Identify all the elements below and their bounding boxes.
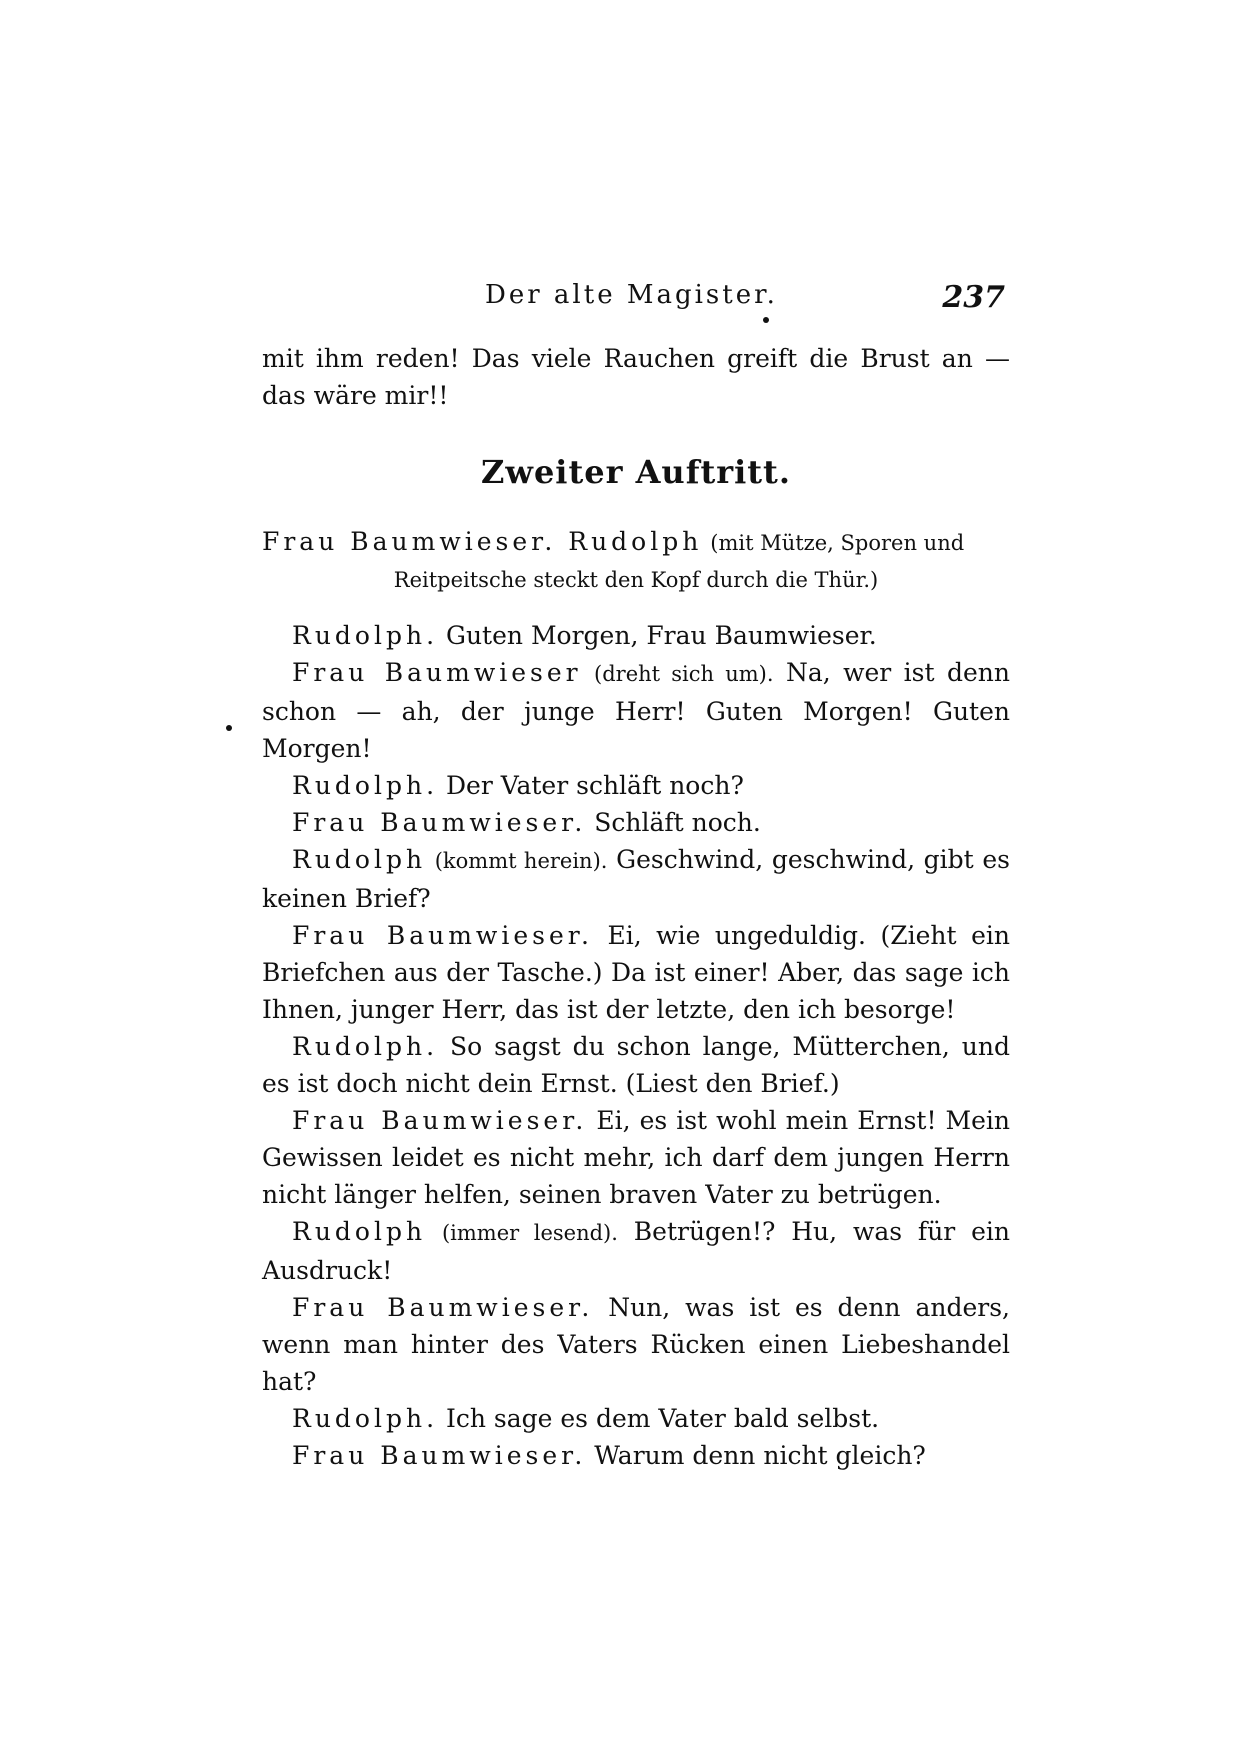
- speaker-name: Frau Baumwieser.: [292, 921, 593, 950]
- dialogue-line: [262, 654, 1010, 767]
- stage-direction: (immer lesend).: [441, 1221, 618, 1245]
- spoken-text: Ich sage es dem Vater bald selbst.: [445, 1404, 880, 1433]
- spoken-text: Warum denn nicht gleich?: [594, 1441, 926, 1470]
- spoken-text: So sagst du schon lange, Mütterchen, und es ist doch nicht dein Ernst. (Liest den Brief.): [262, 1032, 1010, 1098]
- speaker-name: Rudolph.: [292, 1404, 439, 1433]
- stage-direction: (kommt herein).: [434, 849, 608, 873]
- spoken-text: Ei, es ist wohl mein Ernst! Mein Gewissen leidet es nicht mehr, ich darf dem jungen Herrn nicht länger helfen, seinen braven Vater zu betrügen.: [262, 1106, 1010, 1209]
- stage-heading: [262, 523, 1010, 599]
- speaker-name: Frau Baumwieser.: [292, 1441, 587, 1470]
- dialogue-line: [262, 804, 1010, 841]
- spoken-text: Na, wer ist denn schon — ah, der junge Herr! Guten Morgen! Guten Morgen!: [262, 658, 1010, 763]
- speaker-name: Rudolph.: [292, 1032, 439, 1061]
- page-number: 237: [942, 280, 1005, 315]
- ink-dot: [763, 317, 769, 323]
- stage-direction: (mit Mütze, Sporen und: [710, 531, 965, 555]
- spoken-text: Guten Morgen, Frau Baumwieser.: [445, 621, 877, 650]
- dialogue-line: [262, 617, 1010, 654]
- spoken-text: Geschwind, geschwind, gibt es keinen Brief?: [262, 845, 1010, 913]
- dialogue-line: [262, 1437, 1010, 1474]
- spoken-text: Schläft noch.: [594, 808, 761, 837]
- dialogue: [262, 617, 1010, 1474]
- stage-direction-cont: Reitpeitsche steckt den Kopf durch die Thür.): [393, 568, 879, 592]
- spoken-text: Der Vater schläft noch?: [445, 771, 744, 800]
- dialogue-line: [262, 917, 1010, 1028]
- speaker-name: Frau Baumwieser.: [292, 808, 587, 837]
- speaker-name: Rudolph: [292, 1217, 427, 1246]
- continuation-text: mit ihm reden! Das viele Rauchen greift die Brust an — das wäre mir!!: [262, 344, 1010, 410]
- spoken-text: Ei, wie ungeduldig. (Zieht ein Briefchen aus der Tasche.) Da ist einer! Aber, das sage ich Ihnen, junger Herr, das ist der letzte, den ich besorge!: [262, 921, 1010, 1024]
- dialogue-line: [262, 1028, 1010, 1102]
- speaker-name: Rudolph.: [292, 771, 439, 800]
- ink-dot: [226, 725, 232, 731]
- dialogue-line: [262, 1213, 1010, 1289]
- stage-direction: (dreht sich um).: [594, 662, 774, 686]
- dialogue-line: [262, 767, 1010, 804]
- spoken-text: Nun, was ist es denn anders, wenn man hinter des Vaters Rücken einen Liebeshandel hat?: [262, 1293, 1010, 1396]
- speaker-name: Frau Baumwieser.: [292, 1293, 594, 1322]
- dialogue-line: [262, 1102, 1010, 1213]
- dialogue-line: [262, 1289, 1010, 1400]
- dialogue-line: [262, 1400, 1010, 1437]
- page-header: [265, 280, 1005, 320]
- speaker-name: Rudolph.: [292, 621, 439, 650]
- speaker-name: Frau Baumwieser: [292, 658, 582, 687]
- spoken-text: Betrügen!? Hu, was für ein Ausdruck!: [262, 1217, 1010, 1285]
- speaker-name: Rudolph: [292, 845, 427, 874]
- speaker-name: Frau Baumwieser.: [292, 1106, 588, 1135]
- page-body: [262, 340, 1010, 1474]
- stage-characters: Frau Baumwieser. Rudolph: [262, 527, 703, 556]
- scene-title: Zweiter Auftritt.: [481, 453, 791, 491]
- running-title: Der alte Magister.: [485, 280, 778, 310]
- dialogue-line: [262, 841, 1010, 917]
